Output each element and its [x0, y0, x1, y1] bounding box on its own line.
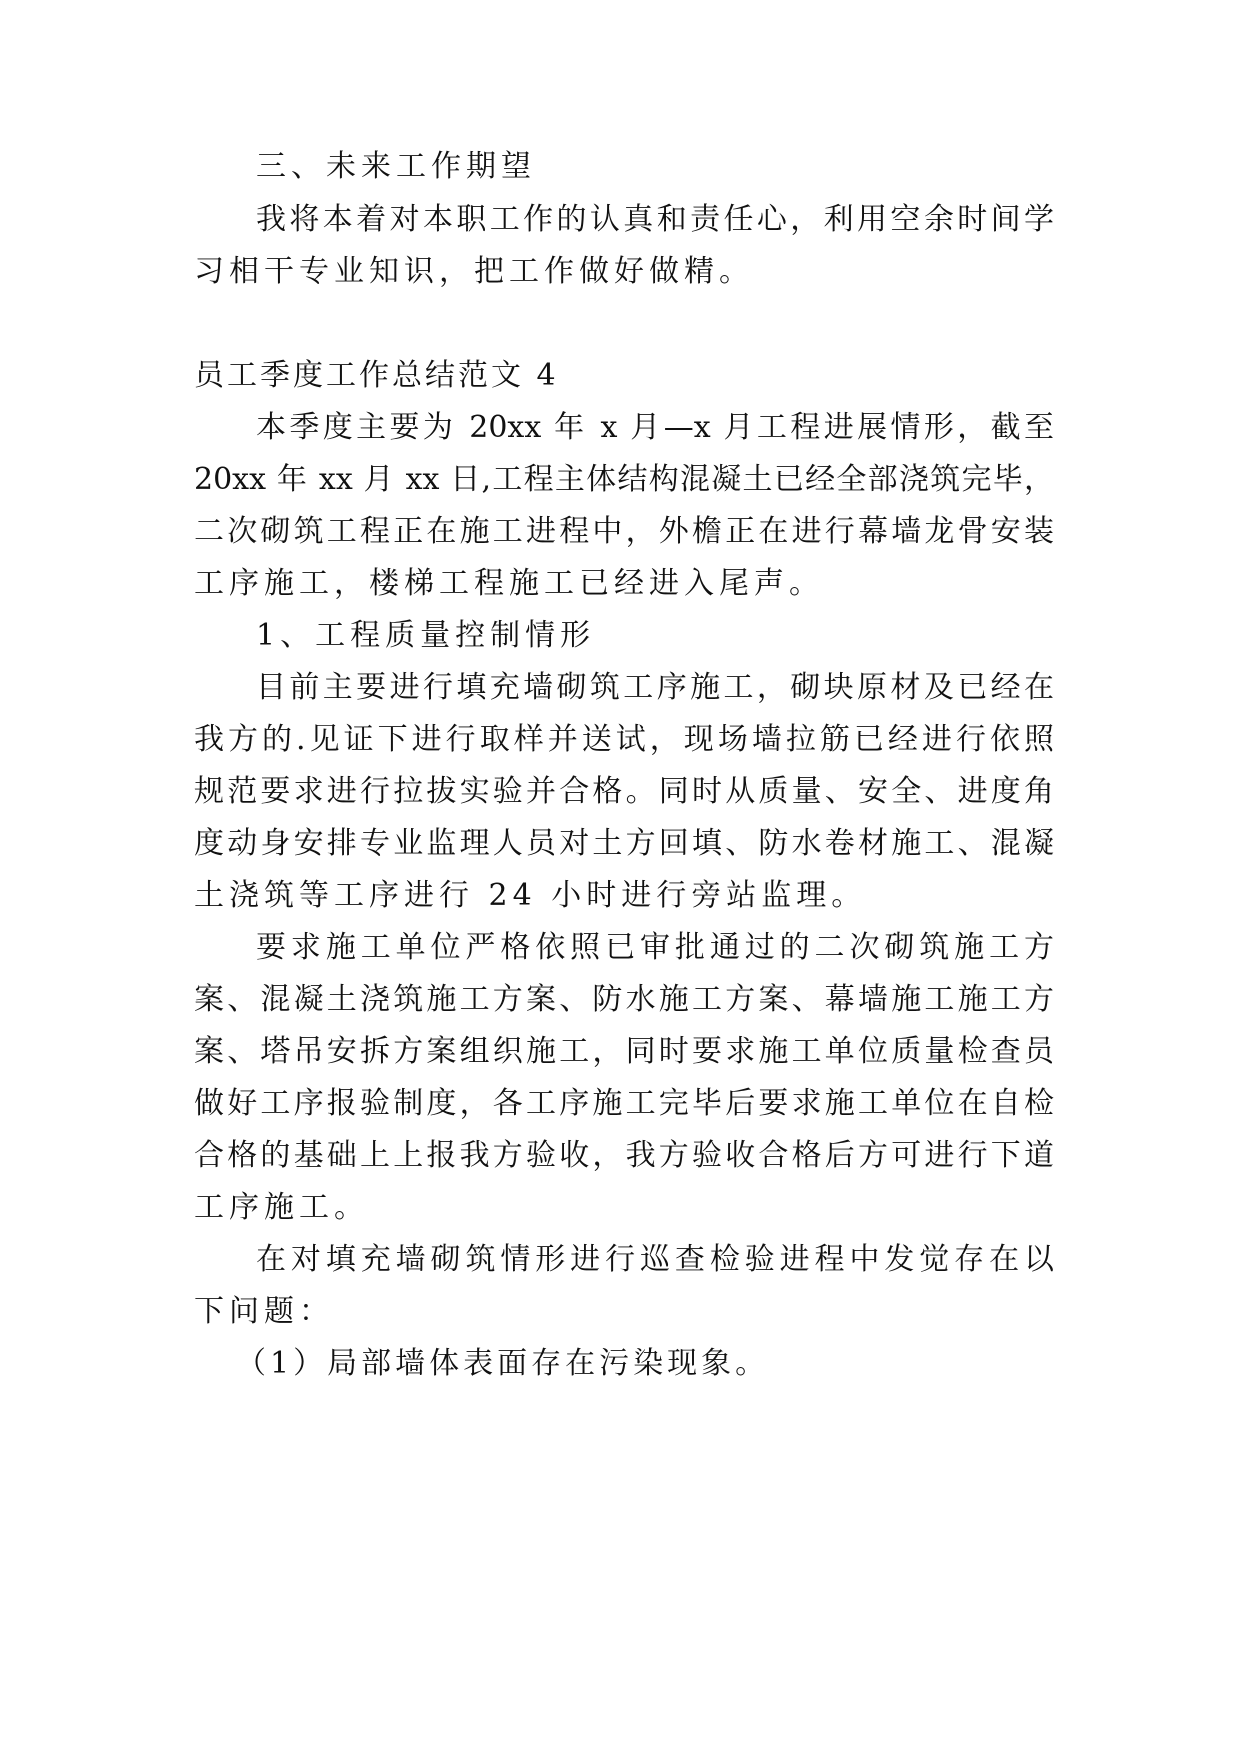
section-heading: 三、未来工作期望 — [256, 149, 536, 184]
paragraph-line: 目前主要进行填充墙砌筑工序施工，砌块原材及已经在 — [256, 670, 1054, 705]
paragraph-line: 二次砌筑工程正在施工进程中，外檐正在进行幕墙龙骨安装 — [194, 514, 1054, 549]
paragraph-line: 20xx 年 xx 月 xx 日,工程主体结构混凝土已经全部浇筑完毕， — [194, 462, 1054, 497]
paragraph-line: 工序施工，楼梯工程施工已经进入尾声。 — [194, 566, 824, 601]
paragraph-line: 我方的.见证下进行取样并送试，现场墙拉筋已经进行依照 — [194, 722, 1054, 757]
paragraph-line: 合格的基础上上报我方验收，我方验收合格后方可进行下道 — [194, 1138, 1054, 1173]
paragraph-line: 土浇筑等工序进行 24 小时进行旁站监理。 — [194, 878, 867, 913]
paragraph-line: 工序施工。 — [194, 1190, 369, 1225]
paragraph-line: 做好工序报验制度，各工序施工完毕后要求施工单位在自检 — [194, 1086, 1054, 1121]
paragraph-line: 要求施工单位严格依照已审批通过的二次砌筑施工方 — [256, 930, 1054, 965]
paragraph-line: 案、塔吊安拆方案组织施工，同时要求施工单位质量检查员 — [194, 1034, 1054, 1069]
list-item: （1）局部墙体表面存在污染现象。 — [236, 1346, 770, 1381]
paragraph-line: 习相干专业知识，把工作做好做精。 — [194, 254, 754, 289]
paragraph-line: 规范要求进行拉拔实验并合格。同时从质量、安全、进度角 — [194, 774, 1054, 809]
paragraph-line: 在对填充墙砌筑情形进行巡查检验进程中发觉存在以 — [256, 1242, 1054, 1277]
sub-heading: 1、工程质量控制情形 — [256, 618, 596, 653]
article-title: 员工季度工作总结范文 4 — [194, 358, 559, 393]
paragraph-line: 度动身安排专业监理人员对土方回填、防水卷材施工、混凝 — [194, 826, 1054, 861]
paragraph-line: 下问题： — [194, 1294, 334, 1329]
paragraph-line: 案、混凝土浇筑施工方案、防水施工方案、幕墙施工施工方 — [194, 982, 1054, 1017]
paragraph-line: 我将本着对本职工作的认真和责任心，利用空余时间学 — [256, 202, 1054, 237]
paragraph-line: 本季度主要为 20xx 年 x 月—x 月工程进展情形，截至 — [256, 410, 1054, 445]
